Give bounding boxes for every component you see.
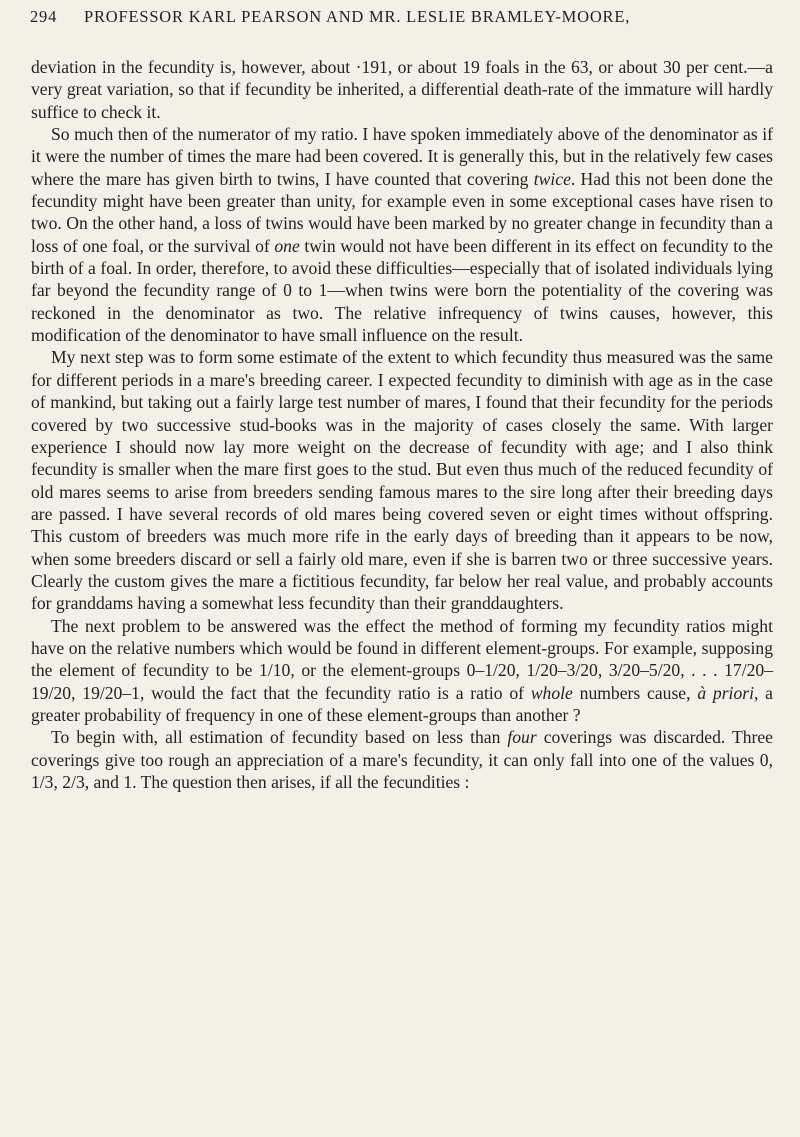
- italic-text: twice: [533, 168, 571, 189]
- paragraph: [31, 346, 773, 614]
- paragraph: [31, 56, 773, 123]
- italic-text: one: [274, 235, 300, 256]
- body-text: [31, 56, 773, 793]
- text-run: deviation in the fecundity is, however, about ·191, or about 19 foals in the 63, or about 30 per cent.—a very great variation, so that if fecundity be inherited, a differential death-rate of the immature will hardly suffice to check it.: [31, 57, 773, 122]
- italic-text: whole: [530, 682, 573, 703]
- italic-text: four: [507, 727, 537, 748]
- text-run: . Had this not been done the fecundity might have been greater than unity, for example even in some exceptional cases have risen to two. On the other hand, a loss of twins would have been marked by no greater change in fecundity than a loss of one foal, or the survival of: [31, 168, 773, 256]
- text-run: My next step was to form some estimate of the extent to which fecundity thus measured was the same for different periods in a mare's breeding career. I expected fecundity to diminish with age as in the case of mankind, but taking out a fairly large test number of mares, I found that their fecundity for the periods covered by two successive stud-books was in the majority of cases closely the same. With larger experience I should now lay more weight on the decrease of fecundity with age; and I also think fecundity is smaller when the mare first goes to the stud. But even thus much of the reduced fecundity of old mares seems to arise from breeders sending famous mares to the sire long after their breeding days are passed. I have several records of old mares being covered seven or eight times without offspring. This custom of breeders was much more rife in the early days of breeding than it appears to be now, when some breeders discard or sell a fairly old mare, even if she is barren two or three successive years. Clearly the custom gives the mare a fictitious fecundity, far below her real value, and probably accounts for granddams having a somewhat less fecundity than their granddaughters.: [31, 347, 773, 614]
- text-run: The next problem to be answered was the effect the method of forming my fecundity ratios might have on the relative numbers which would be found in different element-groups. For example, supposing the element of fecundity to be 1/10, or the element-groups 0–1/20, 1/20–3/20, 3/20–5/20, . . . 17/20–19/20, 19/20–1, would the fact that the fecundity ratio is a ratio of: [31, 615, 773, 703]
- text-run: numbers cause,: [572, 682, 698, 703]
- page-number: 294: [30, 7, 58, 26]
- text-run: twin would not have been different in its effect on fecundity to the birth of a foal. In order, therefore, to avoid these difficulties—especially that of isolated individuals lying far beyond the fecundity range of 0 to 1—when twins were born the potentiality of the covering was reckoned in the denominator as two. The relative infrequency of twins causes, however, this modification of the denominator to have small influence on the result.: [31, 235, 773, 346]
- header-title: PROFESSOR KARL PEARSON AND MR. LESLIE BRAMLEY-MOORE,: [84, 7, 631, 26]
- italic-text: à priori: [697, 682, 754, 703]
- text-run: So much then of the numerator of my ratio. I have spoken immediately above of the denominator as if it were the number of times the mare had been covered. It is generally this, but in the relatively few cases where the mare has given birth to twins, I have counted that covering: [31, 124, 773, 189]
- paragraph: [31, 123, 773, 346]
- running-header: [30, 7, 780, 31]
- paragraph: [31, 726, 773, 793]
- text-run: coverings was discarded. Three coverings give too rough an appreciation of a mare's fecundity, it can only fall into one of the values 0, 1/3, 2/3, and 1. The question then arises, if all the fecundities :: [31, 727, 773, 792]
- text-run: , a greater probability of frequency in one of these element-groups than another ?: [31, 682, 773, 725]
- text-run: To begin with, all estimation of fecundity based on less than: [51, 727, 508, 748]
- paragraph: [31, 615, 773, 727]
